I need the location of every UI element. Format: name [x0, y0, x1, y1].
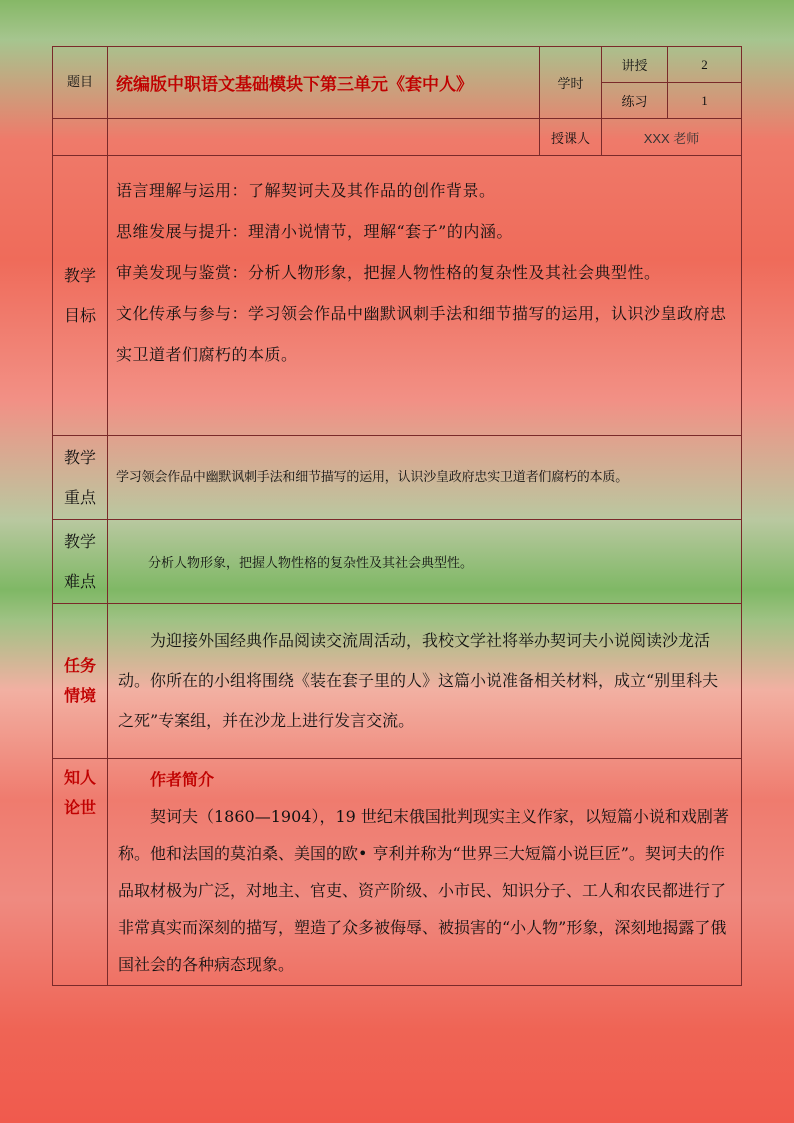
- task-row: [53, 604, 742, 759]
- key-points-label-line1: 教学: [63, 447, 96, 467]
- author-subtitle: 作者简介: [150, 770, 215, 789]
- practice-label: 练习: [602, 83, 668, 119]
- key-points-row: [53, 436, 742, 520]
- difficulties-row: [53, 520, 742, 604]
- background-row: [53, 759, 742, 986]
- lecture-label: 讲授: [602, 47, 668, 83]
- header-row-3: [53, 119, 742, 156]
- goals-label-line1: 教学: [63, 265, 96, 285]
- task-text: 为迎接外国经典作品阅读交流周活动，我校文学社将举办契诃夫小说阅读沙龙活动。你所在的小组将围绕《装在套子里的人》这篇小说准备相关材料，成立“别里科夫之死”专案组，并在沙龙上进行发言交流。: [108, 604, 742, 759]
- background-content: [108, 759, 742, 986]
- background-label-line2: 论世: [63, 798, 96, 817]
- header-row-1: [53, 47, 742, 83]
- goal-item: 审美发现与鉴赏：分析人物形象，把握人物性格的复杂性及其社会典型性。: [116, 263, 661, 282]
- background-label: [53, 759, 108, 986]
- empty-cell: [108, 119, 540, 156]
- goals-label-line2: 目标: [63, 305, 96, 325]
- lesson-plan-table: [52, 46, 742, 986]
- difficulties-label-line2: 难点: [63, 571, 96, 591]
- practice-value: 1: [668, 83, 742, 119]
- goals-row: [53, 156, 742, 436]
- goal-item: 文化传承与参与：学习领会作品中幽默讽刺手法和细节描写的运用，认识沙皇政府忠实卫道者们腐朽的本质。: [116, 304, 727, 364]
- empty-cell: [53, 119, 108, 156]
- hours-label: 学时: [540, 47, 602, 119]
- lesson-title: 统编版中职语文基础模块下第三单元《套中人》: [108, 47, 540, 119]
- key-points-label: [53, 436, 108, 520]
- goal-item: 思维发展与提升：理清小说情节，理解“套子”的内涵。: [116, 222, 513, 241]
- goal-item: 语言理解与运用：了解契诃夫及其作品的创作背景。: [116, 181, 496, 200]
- lecture-value: 2: [668, 47, 742, 83]
- difficulties-text: 分析人物形象，把握人物性格的复杂性及其社会典型性。: [108, 520, 742, 604]
- key-points-text: 学习领会作品中幽默讽刺手法和细节描写的运用，认识沙皇政府忠实卫道者们腐朽的本质。: [108, 436, 742, 520]
- key-points-label-line2: 重点: [63, 487, 96, 507]
- task-label: [53, 604, 108, 759]
- difficulties-label: [53, 520, 108, 604]
- goals-label: [53, 156, 108, 436]
- task-label-line2: 情境: [63, 686, 96, 705]
- teacher-value: XXX 老师: [602, 119, 742, 156]
- goals-content: [108, 156, 742, 436]
- task-label-line1: 任务: [63, 656, 96, 675]
- author-text: 契诃夫（1860—1904），19 世纪末俄国批判现实主义作家，以短篇小说和戏剧著称。他和法国的莫泊桑、美国的欧• 亨利并称为“世界三大短篇小说巨匠”。契诃夫的作品取材极为广泛，对地主、官吏、资产阶级、小市民、知识分子、工人和农民都进行了非常真实而深刻的描写，塑造了众多被侮辱、被损害的“小人物”形象，深刻地揭露了俄国社会的各种病态现象。: [118, 807, 729, 974]
- difficulties-label-line1: 教学: [63, 531, 96, 551]
- topic-label: 题目: [53, 47, 108, 119]
- background-label-line1: 知人: [63, 768, 96, 787]
- teacher-label: 授课人: [540, 119, 602, 156]
